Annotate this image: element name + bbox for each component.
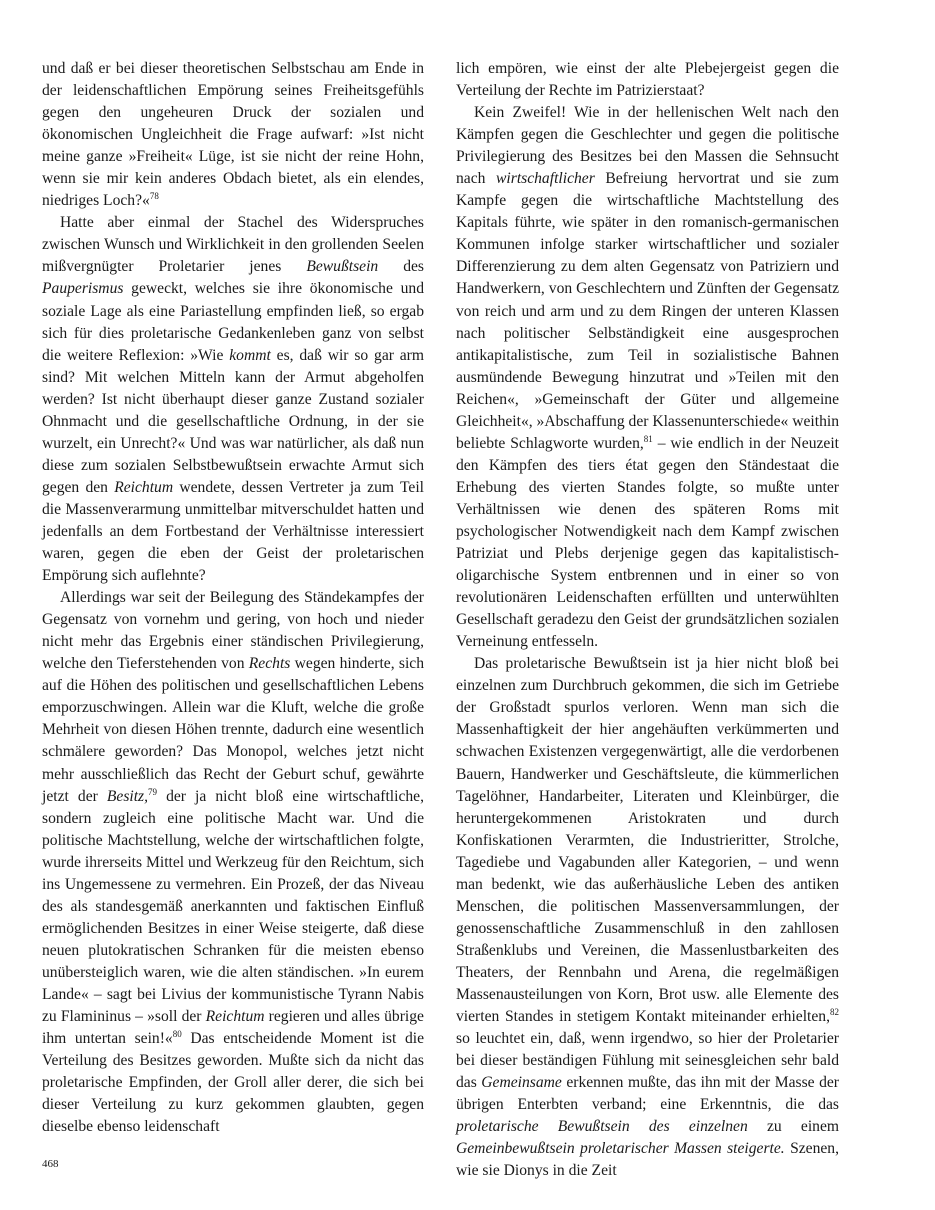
italic-emphasis: Besitz, — [106, 787, 149, 805]
italic-emphasis: proletarische Bewußtsein des einzelnen — [456, 1118, 748, 1136]
text-run: wegen hinderte, sich auf die Höhen des politischen und gesellschaftlichen Lebens emporzuschwingen. Allein war die Kluft, welche die große Mehrheit von diesen Höhen trennte, dadurch eine wesentlich schmälere geworden? Das Monopol, welches jetzt nicht mehr ausschließlich das Recht der Geburt schuf, gewährte jetzt der — [42, 655, 424, 805]
page-number: 468 — [42, 1158, 59, 1170]
text-run: Kein Zweifel! Wie in der hellenischen Welt nach den Kämpfen gegen die Geschlechter und gegen die politische Privilegierung des Besitzes bei den Massen die Sehnsucht nach — [456, 104, 839, 188]
italic-emphasis: Bewußtsein — [306, 258, 379, 276]
italic-emphasis: kommt — [229, 346, 271, 364]
italic-emphasis: wirtschaftlicher — [496, 170, 595, 188]
text-run: Allerdings war seit der Beilegung des Ständekampfes der Gegensatz von vornehm und gering, von hoch und nieder nicht mehr das Ergebnis einer ständischen Privilegierung, welche den Tieferstehenden von — [42, 589, 424, 673]
footnote-marker: 79 — [148, 786, 158, 797]
text-run: des — [378, 258, 424, 276]
text-run: Befreiung hervortrat und sie zum Kampfe gegen die wirtschaftliche Machtstellung des Kapitals führte, wie später in den romanisch-germanischen Kommunen infolge starker wirtschaftlicher und sozialer Differenzierung zu dem alten Gegensatz von Patriziern und Handwerkern, von Geschlechtern und Zünften der Gegensatz von reich und arm und zu dem Ringen der unteren Klassen nach politischer Selbständigkeit eine ausgesprochen antikapitalistische, zum Teil in sozialistische Bahnen ausmündende Bewegung hinzutrat und »Teilen mit den Reichen«, »Gemeinschaft der Güter und allgemeine Gleichheit«, »Abschaffung der Klassenunterschiede« weithin beliebte Schlagworte wurden, — [456, 170, 839, 452]
italic-emphasis: Gemeinbewußtsein proletarischer Massen steigerte. — [456, 1140, 785, 1158]
right-column — [456, 58, 839, 1182]
text-run: es, daß wir so gar arm sind? Mit welchen Mitteln kann der Armut abgeholfen werden? Ist nicht überhaupt dieser ganze Zustand sozialer Ohnmacht und die gesellschaftliche Ordnung, in der sie wurzelt, ein Unrecht?« Und was war natürlicher, als daß nun diese zum sozialen Selbstbewußtsein erwachte Armut sich gegen den — [42, 346, 425, 496]
text-run: so leuchtet ein, daß, wenn irgendwo, so hier der Proletarier bei dieser beständigen Fühlung mit seinesgleichen sehr bald das — [456, 1030, 839, 1092]
italic-emphasis: Reichtum — [205, 1008, 265, 1026]
footnote-marker: 78 — [149, 191, 159, 202]
text-run: Das entscheidende Moment ist die Verteilung des Besitzes geworden. Mußte sich da nicht das proletarische Empfinden, der Groll aller derer, die sich bei dieser Verteilung zu kurz gekommen glaubten, gegen dieselbe ebenso leidenschaft — [42, 1030, 424, 1136]
paragraph — [42, 587, 424, 1138]
footnote-marker: 82 — [830, 1007, 839, 1018]
text-run: Das proletarische Bewußtsein ist ja hier nicht bloß bei einzelnen zum Durchbruch gekommen, die sich im Getriebe der Großstadt spurlos verloren. Wenn man sich die Massenhaftigkeit der hier angehäuften verkümmerten und schwachen Existenzen vergegenwärtigt, alle die verdorbenen Bauern, Handwerker und Geschäftsleute, die kümmerlichen Tagelöhner, Handarbeiter, Literaten und Kleinbürger, die heruntergekommenen Aristokraten und durch Konfiskationen Verarmten, die Industrieritter, Strolche, Tagediebe und Vagabunden aller Kategorien, – und wenn man bedenkt, wie das außerhäusliche Leben des antiken Menschen, die politischen Massenversammlungen, der genossenschaftliche Zusammenschluß in den zahllosen Straßenklubs und Vereinen, die Massenlustbarkeiten des Theaters, der Rennbahn und Arena, die regelmäßigen Massenausteilungen von Korn, Brot usw. alle Elemente des vierten Standes in stetigem Kontakt miteinander erhielten, — [456, 655, 839, 1026]
text-run: zu einem — [747, 1118, 839, 1136]
italic-emphasis: Rechts — [248, 655, 291, 673]
italic-emphasis: Gemeinsame — [481, 1074, 562, 1092]
paragraph — [42, 212, 424, 587]
footnote-marker: 81 — [643, 433, 653, 444]
text-run: wendete, dessen Vertreter ja zum Teil die Massenverarmung unmittelbar mitverschuldet hatten und jedenfalls an dem Fortbestand der Verhältnisse interessiert waren, gegen die eben der Geist der proletarischen Empörung sich auflehnte? — [42, 478, 425, 585]
text-run: Hatte aber einmal der Stachel des Widerspruches zwischen Wunsch und Wirklichkeit in den grollenden Seelen mißvergnügter Proletarier jenes — [42, 214, 424, 276]
paragraph — [456, 58, 839, 102]
text-run: Szenen, wie sie Dionys in die Zeit — [456, 1140, 839, 1180]
text-run: erkennen mußte, das ihn mit der Masse der übrigen Enterbten verband; eine Erkenntnis, die das — [456, 1074, 840, 1114]
italic-emphasis: Pauperismus — [42, 280, 124, 298]
paragraph — [456, 102, 839, 653]
paragraph — [42, 58, 424, 212]
text-run: und daß er bei dieser theoretischen Selbstschau am Ende in der leidenschaftlichen Empörung seines Freiheitsgefühls gegen den ungeheuren Druck der sozialen und ökonomischen Ungleichheit die Frage aufwarf: »Ist nicht meine ganze »Freiheit« Lüge, ist sie nicht der reine Hohn, wenn sie mir kein anderes Obdach bietet, als ein elendes, niedriges Loch?« — [42, 60, 424, 210]
footnote-marker: 80 — [172, 1029, 182, 1040]
italic-emphasis: Reichtum — [114, 478, 174, 496]
text-run: geweckt, welches sie ihre ökonomische und soziale Lage als eine Pariastellung empfinden ließ, so ergab sich für dies proletarische Gedankenleben ganz von selbst die weitere Reflexion: »Wie — [42, 280, 424, 364]
left-column — [42, 58, 424, 1138]
text-run: – wie endlich in der Neuzeit den Kämpfen des tiers état gegen den Ständestaat die Erhebung des vierten Standes folgte, so mußte unter Verhältnissen wie denen des späteren Roms mit psychologischer Notwendigkeit nach dem Kampf zwischen Patriziat und Plebs derjenige gegen das kapitalistisch-oligarchische System entbrennen und in einer so von revolutionären Leidenschaften erfüllten und unterwühlten Gesellschaft geradezu den Geist der grundsätzlichen sozialen Verneinung entfesseln. — [456, 434, 839, 651]
text-run: der ja nicht bloß eine wirtschaftliche, sondern zugleich eine politische Macht war. Und die politische Machtstellung, welche der wirtschaftlichen folgte, wurde ihrerseits Mittel und Werkzeug für den Reichtum, sich ins Ungemessene zu vermehren. Ein Prozeß, der das Niveau des als standesgemäß anerkannten und faktischen Einfluß ermöglichenden Besitzes in einer Weise steigerte, daß diese neuen plutokratischen Schranken für die meisten ebenso unübersteiglich waren, wie die alten ständischen. »In eurem Lande« – sagt bei Livius der kommunistische Tyrann Nabis zu Flamininus – »soll der — [42, 787, 424, 1026]
text-run: regieren und alles übrige ihm untertan sein!« — [42, 1008, 424, 1048]
text-run: lich empören, wie einst der alte Plebejergeist gegen die Verteilung der Rechte im Patrizierstaat? — [456, 60, 839, 100]
paragraph — [456, 653, 839, 1182]
